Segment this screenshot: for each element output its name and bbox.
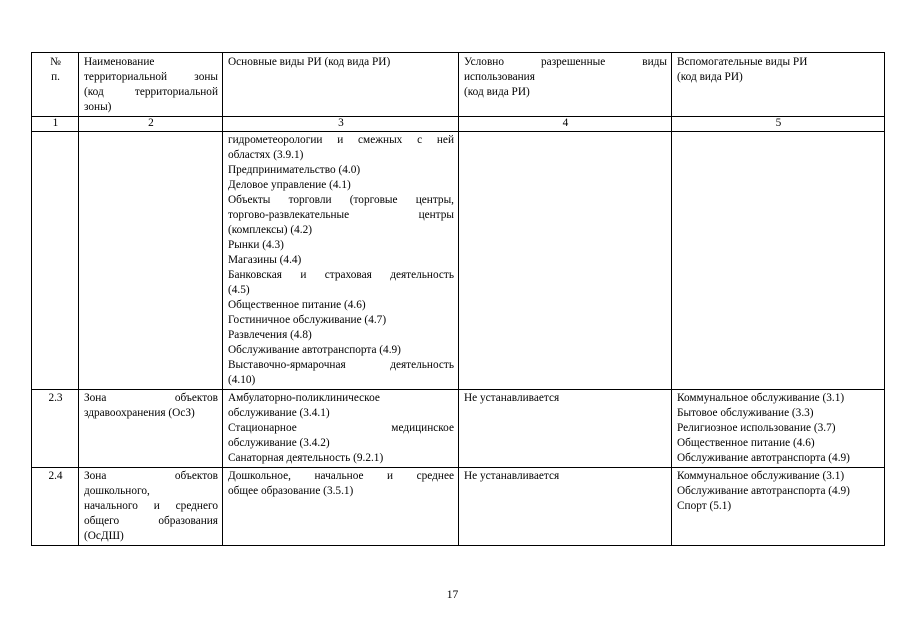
column-index-row	[32, 117, 885, 132]
column-index-cell: 5	[672, 117, 885, 132]
name-line: Зона объектов	[84, 470, 218, 482]
main-line: торгово-развлекательные центры	[228, 209, 454, 221]
main-line: Выставочно-ярмарочная деятельность	[228, 359, 454, 371]
main-line: обслуживание (3.4.2)	[228, 437, 330, 449]
auxiliary-line: Бытовое обслуживание (3.3)	[677, 407, 814, 419]
main-line: Деловое управление (4.1)	[228, 179, 351, 191]
column-index-cell: 4	[459, 117, 672, 132]
name-line: Зона объектов	[84, 392, 218, 404]
main-line: обслуживание (3.4.1)	[228, 407, 330, 419]
table-row	[32, 132, 885, 390]
table-row	[32, 390, 885, 468]
name-line: начального и среднего	[84, 500, 218, 512]
main-line: Амбулаторно-поликлиническое	[228, 392, 380, 404]
main-line: Развлечения (4.8)	[228, 329, 312, 341]
header-row	[32, 53, 885, 117]
auxiliary-uses-cell	[672, 468, 885, 546]
main-line: Рынки (4.3)	[228, 239, 284, 251]
row-num-cell	[32, 132, 79, 390]
zone-name-cell	[79, 390, 223, 468]
header-num-line: п.	[51, 71, 60, 83]
auxiliary-line: Спорт (5.1)	[677, 500, 732, 512]
main-line: Обслуживание автотранспорта (4.9)	[228, 344, 401, 356]
header-auxiliary-line: Вспомогательные виды РИ	[677, 56, 808, 68]
header-num-cell	[32, 53, 79, 117]
row-num-cell: 2.4	[32, 468, 79, 546]
auxiliary-line: Общественное питание (4.6)	[677, 437, 815, 449]
main-line: Предпринимательство (4.0)	[228, 164, 361, 176]
auxiliary-line: Обслуживание автотранспорта (4.9)	[677, 452, 850, 464]
auxiliary-line: Коммунальное обслуживание (3.1)	[677, 470, 845, 482]
main-line: гидрометеорологии и смежных с ней	[228, 134, 454, 146]
table-row	[32, 468, 885, 546]
main-line: (комплексы) (4.2)	[228, 224, 312, 236]
header-auxiliary-line: (код вида РИ)	[677, 71, 743, 83]
name-line: (ОсДШ)	[84, 530, 124, 542]
main-line: областях (3.9.1)	[228, 149, 304, 161]
main-line: Магазины (4.4)	[228, 254, 302, 266]
header-main-line: Основные виды РИ (код вида РИ)	[228, 56, 391, 68]
main-line: Дошкольное, начальное и среднее	[228, 470, 454, 482]
name-line: здравоохранения (ОсЗ)	[84, 407, 195, 419]
column-index-cell: 2	[79, 117, 223, 132]
header-conditional-line: использования	[464, 71, 535, 83]
header-name-line: Наименование	[84, 56, 155, 68]
main-uses-cell	[223, 132, 459, 390]
conditional-uses-cell	[459, 132, 672, 390]
main-line: Гостиничное обслуживание (4.7)	[228, 314, 387, 326]
auxiliary-line: Религиозное использование (3.7)	[677, 422, 836, 434]
conditional-uses-cell	[459, 468, 672, 546]
main-uses-cell	[223, 468, 459, 546]
row-num-cell: 2.3	[32, 390, 79, 468]
auxiliary-line: Коммунальное обслуживание (3.1)	[677, 392, 845, 404]
main-line: Объекты торговли (торговые центры,	[228, 194, 454, 206]
main-line: Банковская и страховая деятельность	[228, 269, 454, 281]
column-index-cell: 3	[223, 117, 459, 132]
header-name-line: зоны)	[84, 101, 112, 113]
header-name-line: (код территориальной	[84, 86, 218, 98]
zone-name-cell	[79, 468, 223, 546]
main-line: Санаторная деятельность (9.2.1)	[228, 452, 384, 464]
auxiliary-uses-cell	[672, 132, 885, 390]
header-conditional-line: (код вида РИ)	[464, 86, 530, 98]
header-conditional-cell	[459, 53, 672, 117]
zones-table	[31, 52, 885, 546]
conditional-line: Не устанавливается	[464, 392, 560, 404]
auxiliary-uses-cell	[672, 390, 885, 468]
name-line: общего образования	[84, 515, 218, 527]
conditional-line: Не устанавливается	[464, 470, 560, 482]
header-num-line: №	[50, 56, 61, 68]
auxiliary-line: Обслуживание автотранспорта (4.9)	[677, 485, 850, 497]
main-uses-cell	[223, 390, 459, 468]
header-conditional-line: Условно разрешенные виды	[464, 56, 667, 68]
zone-name-cell	[79, 132, 223, 390]
header-name-line: территориальной зоны	[84, 71, 218, 83]
main-line: Стационарное медицинское	[228, 422, 454, 434]
main-line: Общественное питание (4.6)	[228, 299, 366, 311]
header-auxiliary-cell	[672, 53, 885, 117]
main-line: общее образование (3.5.1)	[228, 485, 354, 497]
header-main-cell	[223, 53, 459, 117]
page-number: 17	[446, 589, 459, 601]
conditional-uses-cell	[459, 390, 672, 468]
column-index-cell: 1	[32, 117, 79, 132]
header-name-cell	[79, 53, 223, 117]
name-line: дошкольного,	[84, 485, 150, 497]
main-line: (4.5)	[228, 284, 250, 296]
main-line: (4.10)	[228, 374, 256, 386]
